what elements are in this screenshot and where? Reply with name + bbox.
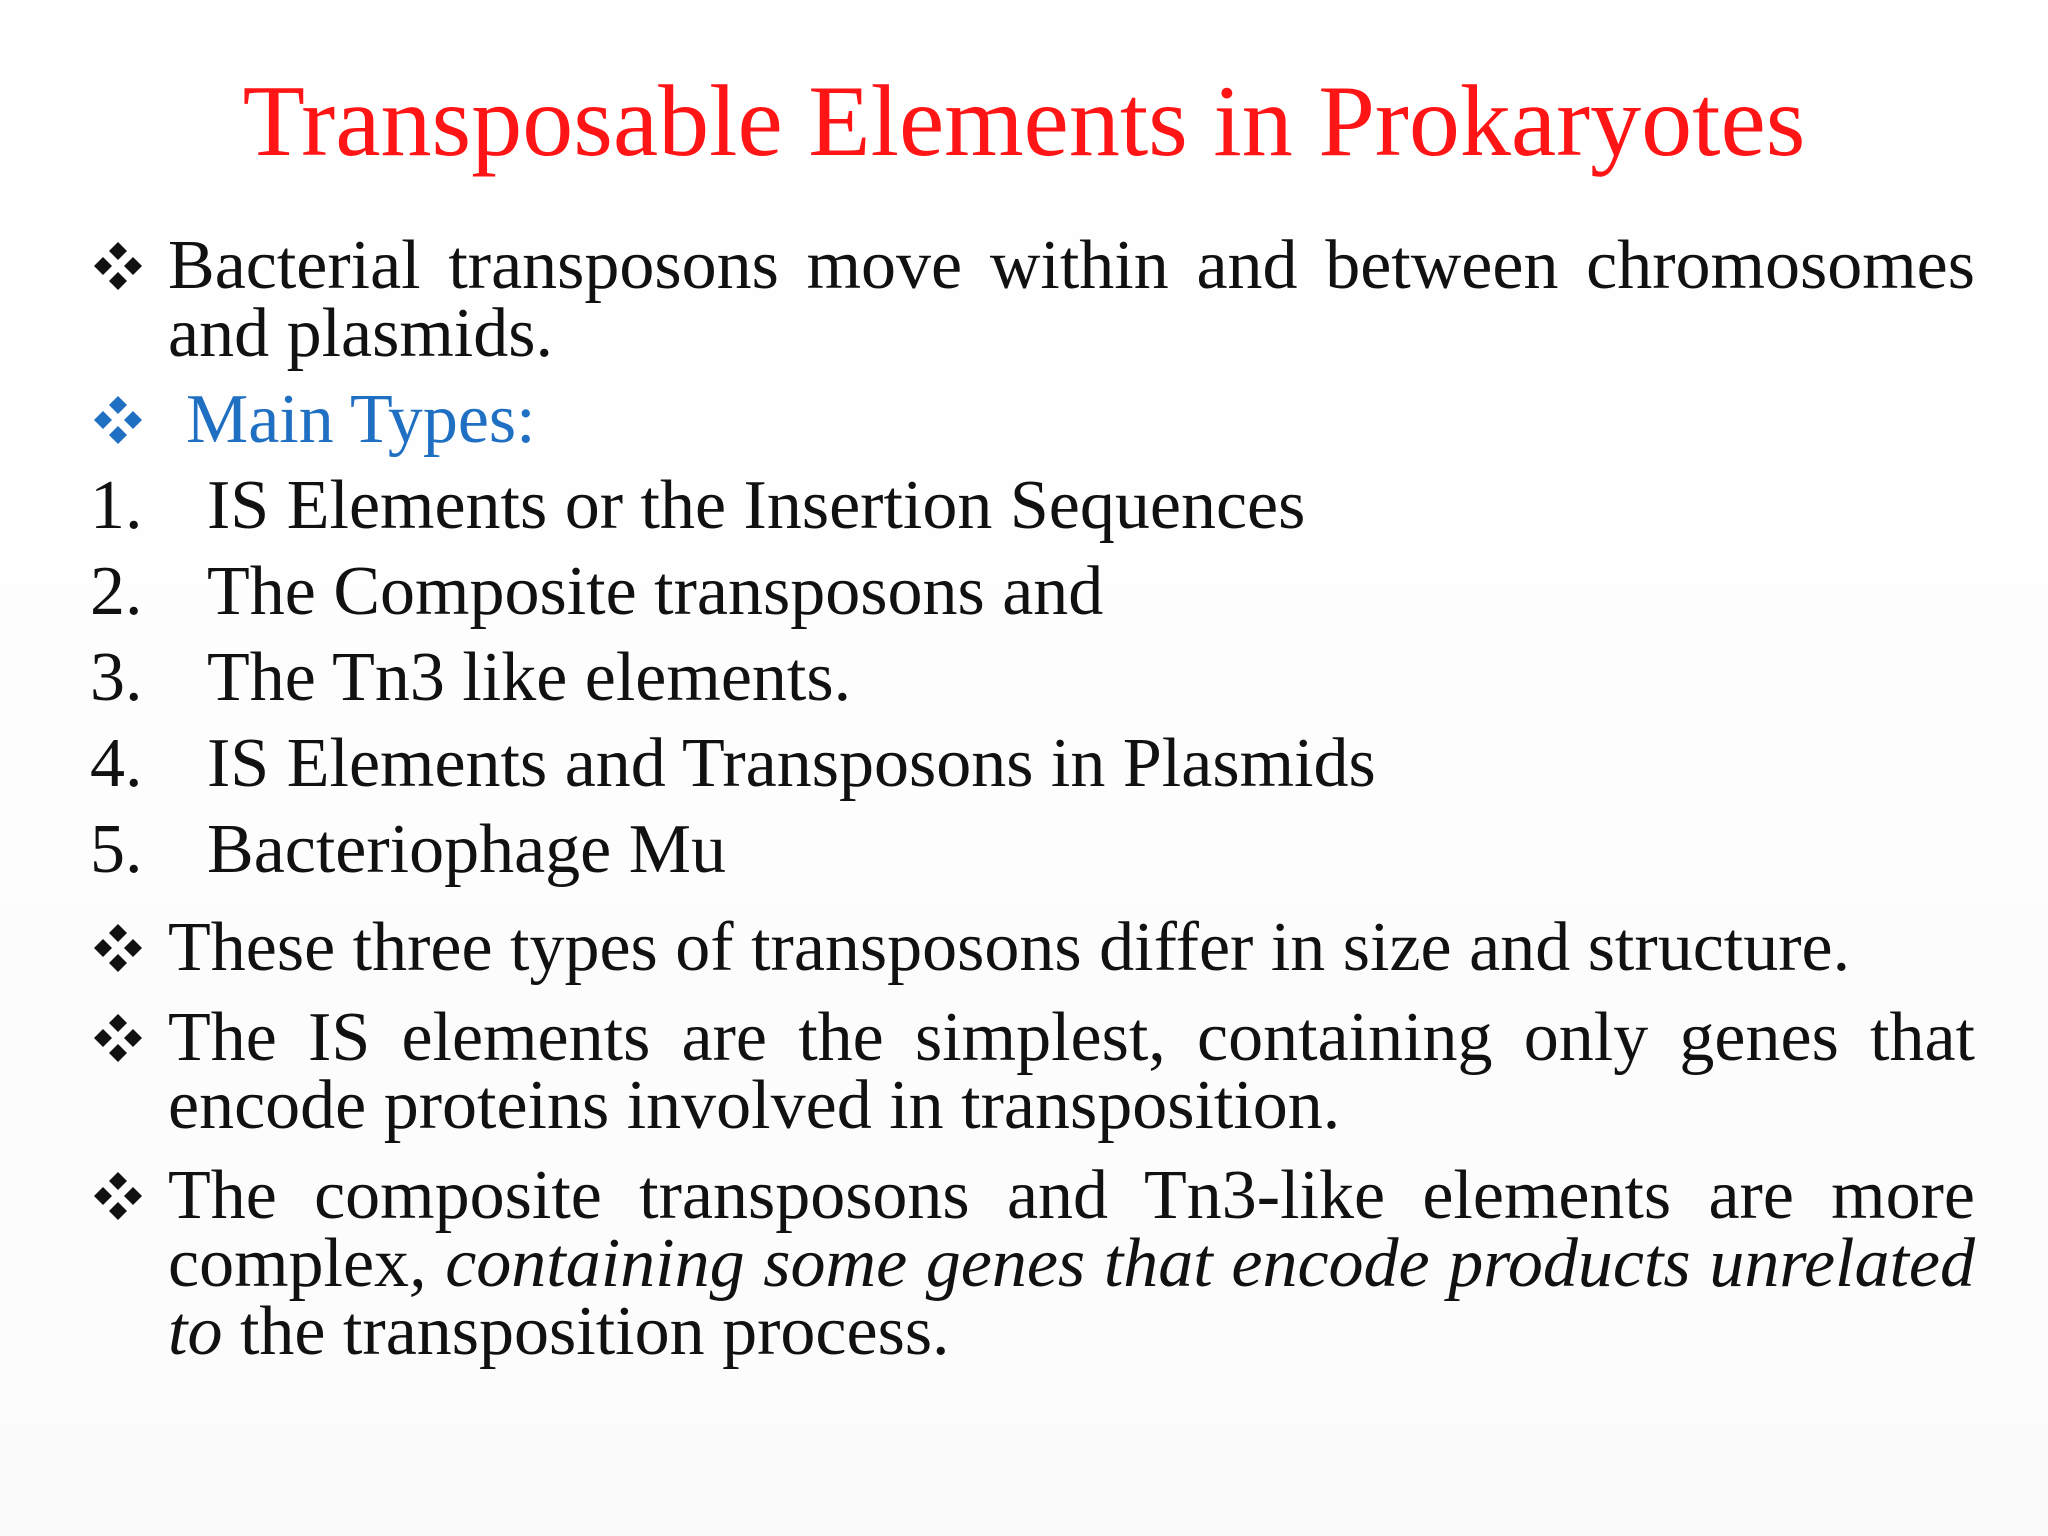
four-diamond-icon — [90, 914, 154, 982]
bullet-text — [168, 1157, 1975, 1370]
types-list — [90, 467, 1975, 902]
list-item — [90, 467, 1975, 558]
four-diamond-icon — [90, 386, 154, 454]
bullet-text: These three types of transposons differ in size and structure. — [168, 909, 1851, 986]
list-item — [90, 811, 1975, 902]
list-item — [90, 725, 1975, 816]
bullet-item — [90, 227, 1975, 372]
slide-content — [90, 227, 1975, 1384]
list-item-text: IS Elements and Transposons in Plasmids — [207, 725, 1376, 802]
bullet-text: Bacterial transposons move within and between chromosomes and plasmids. — [168, 227, 1975, 372]
bullet-text: The IS elements are the simplest, containing only genes that encode proteins involved in transposition. — [168, 999, 1975, 1144]
bullet-item — [90, 909, 1975, 986]
bullet-text-italic-part: , containing some genes that encode products unrelated to — [168, 1225, 1975, 1370]
list-item — [90, 553, 1975, 644]
four-diamond-icon — [90, 1004, 154, 1072]
main-types-heading: Main Types: — [186, 381, 536, 458]
bullet-text-part: The composite transposons and Tn3-like elements are more complex — [168, 1157, 1975, 1302]
list-item-number: 1. — [90, 467, 143, 544]
bullet-item — [90, 1157, 1975, 1370]
bullet-text-part: the transposition process. — [222, 1293, 950, 1370]
bullet-item-main-types — [90, 381, 1975, 458]
four-diamond-icon — [90, 232, 154, 300]
list-item-number: 3. — [90, 639, 143, 716]
list-item-text: Bacteriophage Mu — [207, 811, 726, 888]
list-item-text: The Tn3 like elements. — [207, 639, 852, 716]
bullet-item — [90, 999, 1975, 1144]
list-item-number: 5. — [90, 811, 143, 888]
four-diamond-icon — [90, 1162, 154, 1230]
list-item-number: 2. — [90, 553, 143, 630]
list-item-text: IS Elements or the Insertion Sequences — [207, 467, 1306, 544]
list-item — [90, 639, 1975, 730]
list-item-text: The Composite transposons and — [207, 553, 1104, 630]
slide-title: Transposable Elements in Prokaryotes — [242, 65, 1806, 178]
list-item-number: 4. — [90, 725, 143, 802]
